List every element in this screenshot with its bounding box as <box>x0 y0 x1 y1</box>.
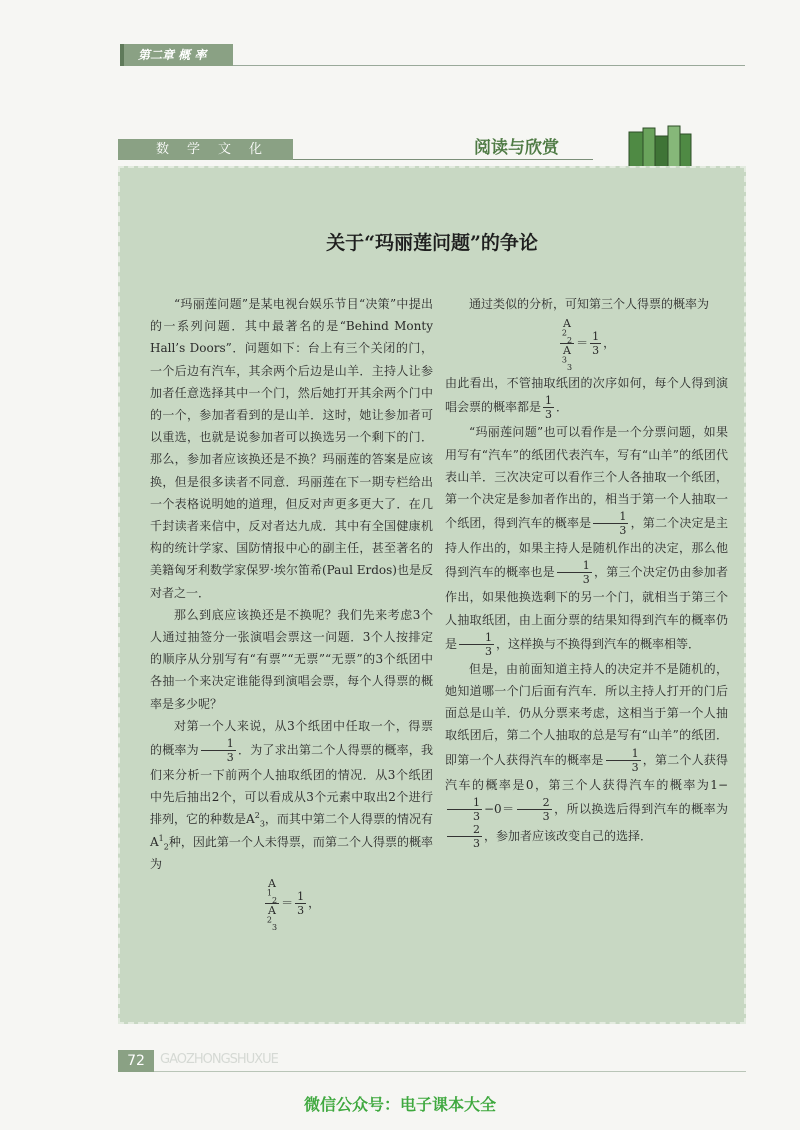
article-right-column <box>445 293 728 850</box>
paragraph: “玛丽莲问题”也可以看作是一个分票问题，如果用写有“汽车”的纸团代表汽车，写有“山羊”的纸团代表山羊．三次决定可以看作三个人各抽取一个纸团，第一个决定是参加者作出的，相当于第一个人抽取一个纸团，得到汽车的概率是 $\frac{1}{3}$ ，第二个决定是主持人作出的，如果主持人是随机作出的决定，那么他得到汽车的概率也是 $\frac{1}{3}$ ，第三个决定仍由参加者作出，如果他换选剩下的另一个门，就相当于第三个人抽取纸团，由上面分票的结果知得到汽车的概率仍是 $\frac{1}{3}$ ，这样换与不换得到汽车的概率相等． <box>445 425 728 658</box>
formula: A $^1_2$ A $^2_3$ ＝ $\frac{1}{3}$ ， <box>266 877 321 933</box>
fraction: $\frac{1}{3}$ <box>545 394 553 422</box>
watermark-text: 微信公众号：电子课本大全 <box>303 1095 496 1114</box>
footer-brand: GAOZHONGSHUXUE <box>160 1052 278 1067</box>
fraction: $\frac{1}{3}$ <box>606 747 641 774</box>
fraction: $\frac{1}{3}$ <box>593 510 628 537</box>
fraction: $\frac{1}{3}$ <box>201 737 236 764</box>
chapter-tab: 第二章 概 率 <box>120 44 233 66</box>
paragraph: 由此看出，不管抽取纸团的次序如何，每个人得到演唱会票的概率都是 $\frac{1}{3}$ ． <box>445 376 728 422</box>
fraction: $\frac{1}{3}$ <box>557 559 592 586</box>
fraction: $\frac{2}{3}$ <box>447 823 482 850</box>
fraction: A $^1_2$ A $^2_3$ <box>266 877 278 933</box>
article-title: 关于“玛丽莲问题”的争论 <box>326 232 538 254</box>
paragraph: 对第一个人来说，从3个纸团中任取一个，得票的概率为 $\frac{1}{3}$ ．为了求出第二个人得票的概率，我们来分析一下前两个人抽取纸团的情况．从3个纸团中先后抽出2个，可以看成从3个元素中取出2个进行排列，它的种数是$A^2_3$，而其中第二个人得票的情况有$A^1_2$种，因此第一个人未得票，而第二个人得票的概率为 <box>150 718 433 871</box>
footer-rule <box>154 1071 746 1072</box>
article-left-column <box>150 293 433 932</box>
header-rule <box>233 65 745 66</box>
fraction: $\frac{1}{3}$ <box>459 631 494 658</box>
fraction: $\frac{1}{3}$ <box>447 796 482 823</box>
paragraph: 通过类似的分析，可知第三个人得票的概率为 <box>469 297 710 311</box>
fraction: $\frac{1}{3}$ <box>592 330 600 358</box>
paragraph: 那么到底应该换还是不换呢？我们先来考虑3个人通过抽签分一张演唱会票这一问题．3个人按排定的顺序从分别写有“有票”“无票”“无票”的3个纸团中各抽一个来决定谁能得到演唱会票，每个人得票的概率是多少呢？ <box>150 607 433 711</box>
formula: A $^2_2$ A $^3_3$ ＝ $\frac{1}{3}$ ， <box>561 317 616 373</box>
section-rule <box>293 159 593 160</box>
paragraph: “玛丽莲问题”是某电视台娱乐节目“决策”中提出的一系列问题．其中最著名的是“Behind Monty Hall’s Doors”．问题如下：台上有三个关闭的门，一个后边有汽车，其余两个后边是山羊．主持人让参加者任意选择其中一个门，然后她打开其余两个门中的一个，参加者看到的是山羊．这时，她让参加者可以重选，也就是说参加者可以换选另一个剩下的门．那么，参加者应该换还是不换？玛丽莲的答案是应该换，但是很多读者不同意．玛丽莲在下一期专栏给出一个表格说明她的道理，但反对声更多更大了．在几千封读者来信中，反对者达九成．其中有全国健康机构的统计学家、国防情报中心的副主任，甚至著名的美籍匈牙利数学家保罗·埃尔笛希(Paul Erdos)也是反对者之一． <box>150 297 433 600</box>
section-tab: 数学文化 <box>118 139 293 160</box>
fraction: $\frac{1}{3}$ <box>297 890 305 918</box>
fraction: A $^2_2$ A $^3_3$ <box>561 317 573 373</box>
page-number: 72 <box>118 1050 154 1072</box>
column-name: 阅读与欣赏 <box>474 138 559 158</box>
fraction: $\frac{2}{3}$ <box>517 796 552 823</box>
paragraph: 但是，由前面知道主持人的决定并不是随机的，她知道哪一个门后面有汽车．所以主持人打开的门后面总是山羊．仍从分票来考虑，这相当于第一个人抽取纸团后，第二个人抽取的总是写有“山羊”的纸团．即第一个人获得汽车的概率是 $\frac{1}{3}$ ，第二个人获得汽车的概率是0，第三个人获得汽车的概率为1− $\frac{1}{3}$ −0＝ $\frac{2}{3}$ ，所以换选后得到汽车的概率为 $\frac{2}{3}$ ，参加者应该改变自己的选择． <box>445 661 728 850</box>
